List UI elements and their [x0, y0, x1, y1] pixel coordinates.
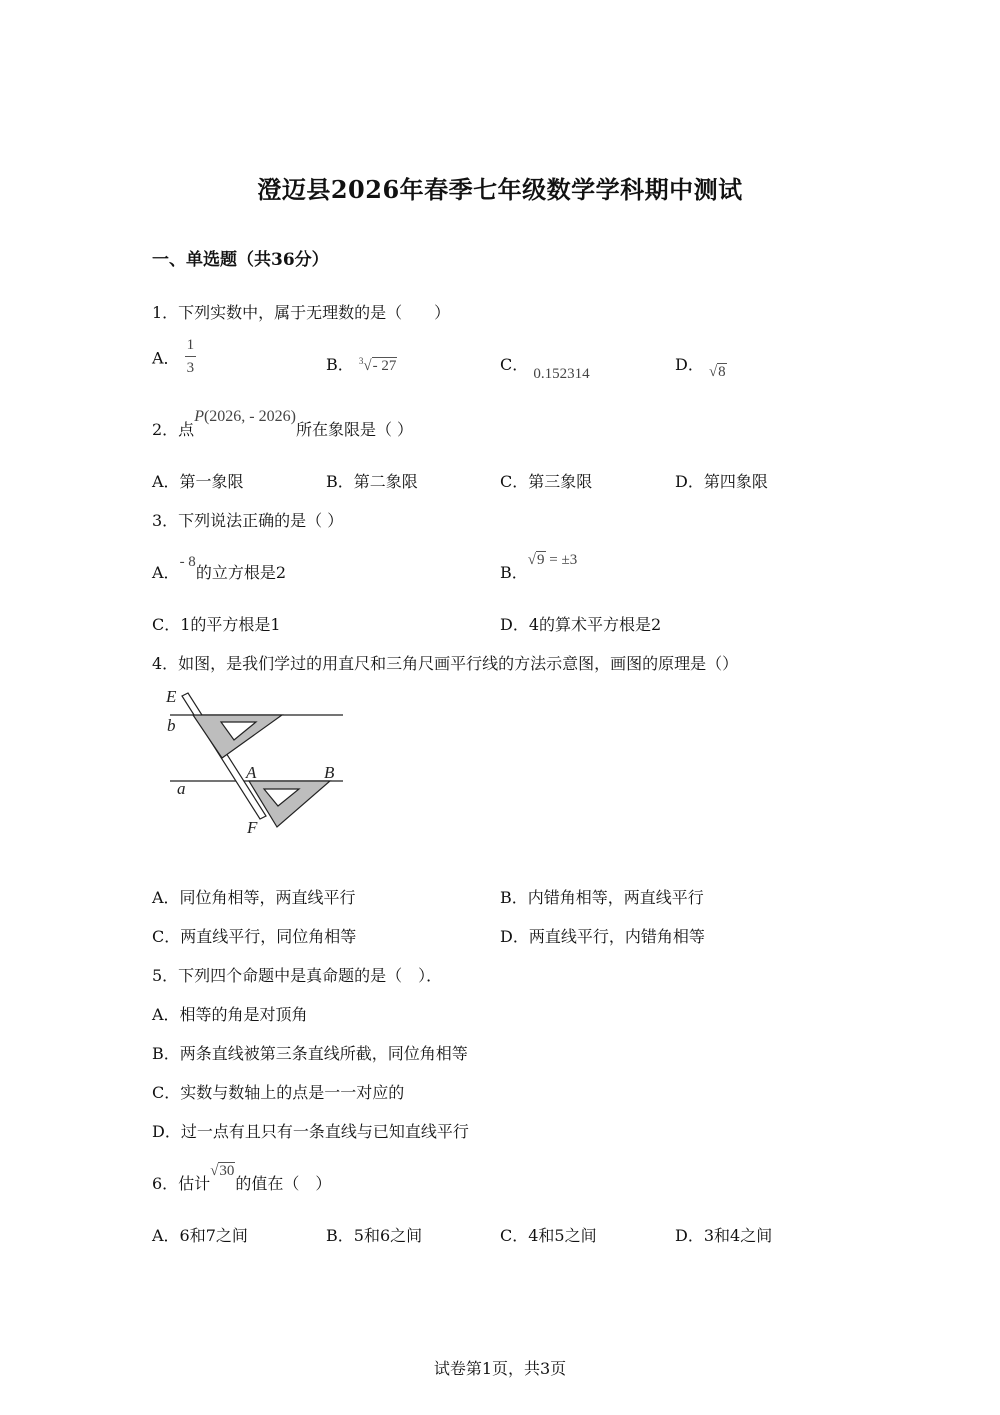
exam-title: 澄迈县2026年春季七年级数学学科期中测试 — [257, 175, 743, 204]
q6-option-a: A．6和7之间 — [152, 1226, 248, 1245]
label-b: b — [167, 716, 176, 735]
section-heading: 一、单选题（共36分） — [152, 250, 329, 270]
question-6-stem: 6．估计√30的值在（ ） — [152, 1163, 332, 1193]
cube-root: $^3$√- 27 — [358, 356, 397, 374]
q2-option-b: B．第二象限 — [326, 472, 418, 491]
page-footer: 试卷第1页，共3页 — [433, 1359, 567, 1378]
question-5-stem: 5．下列四个命题中是真命题的是（ ）． — [152, 966, 443, 985]
q2-option-d: D．第四象限 — [675, 472, 768, 491]
q3-option-d: D．4的算术平方根是2 — [500, 615, 662, 634]
q6-option-d: D．3和4之间 — [675, 1226, 773, 1245]
label-a: a — [177, 779, 186, 798]
fraction: $\frac{1}{3}$ — [186, 337, 195, 376]
label-E: E — [166, 687, 177, 706]
q6-option-c: C．4和5之间 — [500, 1226, 597, 1245]
q5-option-c: C．实数与数轴上的点是一一对应的 — [152, 1083, 405, 1102]
q3-option-c: C．1的平方根是1 — [152, 615, 281, 634]
label-F: F — [247, 818, 258, 837]
question-1-stem: 1．下列实数中，属于无理数的是（ ） — [152, 303, 451, 322]
triangle-lower — [249, 781, 330, 827]
q4-option-b: B．内错角相等，两直线平行 — [500, 888, 704, 907]
parallel-lines-figure — [160, 682, 360, 842]
q4-option-d: D．两直线平行，内错角相等 — [500, 927, 705, 946]
q5-option-a: A．相等的角是对顶角 — [152, 1005, 308, 1024]
q1-option-b: B． $^3$√- 27 — [326, 355, 397, 374]
question-3-stem: 3．下列说法正确的是（ ） — [152, 511, 344, 530]
label-A: A — [246, 763, 257, 782]
q1-option-c: C． 0.152314 — [500, 355, 590, 382]
square-root: √8 — [708, 364, 726, 380]
q2-option-a: A．第一象限 — [152, 472, 244, 491]
q4-option-c: C．两直线平行，同位角相等 — [152, 927, 357, 946]
q1-option-d: D． √8 — [675, 355, 726, 380]
question-2-stem: 2．点P(2026, - 2026)所在象限是（ ） — [152, 408, 414, 439]
q5-option-b: B．两条直线被第三条直线所截，同位角相等 — [152, 1044, 468, 1063]
label-B: B — [324, 763, 335, 782]
q5-option-d: D．过一点有且只有一条直线与已知直线平行 — [152, 1122, 469, 1141]
q3-option-a: A．- 8的立方根是2 — [152, 554, 286, 582]
q1-option-a: A． $\frac{1}{3}$ — [152, 337, 195, 376]
question-4-stem: 4．如图，是我们学过的用直尺和三角尺画平行线的方法示意图，画图的原理是（） — [152, 654, 739, 673]
q6-option-b: B．5和6之间 — [326, 1226, 423, 1245]
q2-option-c: C．第三象限 — [500, 472, 593, 491]
q4-option-a: A．同位角相等，两直线平行 — [152, 888, 356, 907]
q3-option-b: B．√9 = ±3 — [500, 552, 578, 582]
